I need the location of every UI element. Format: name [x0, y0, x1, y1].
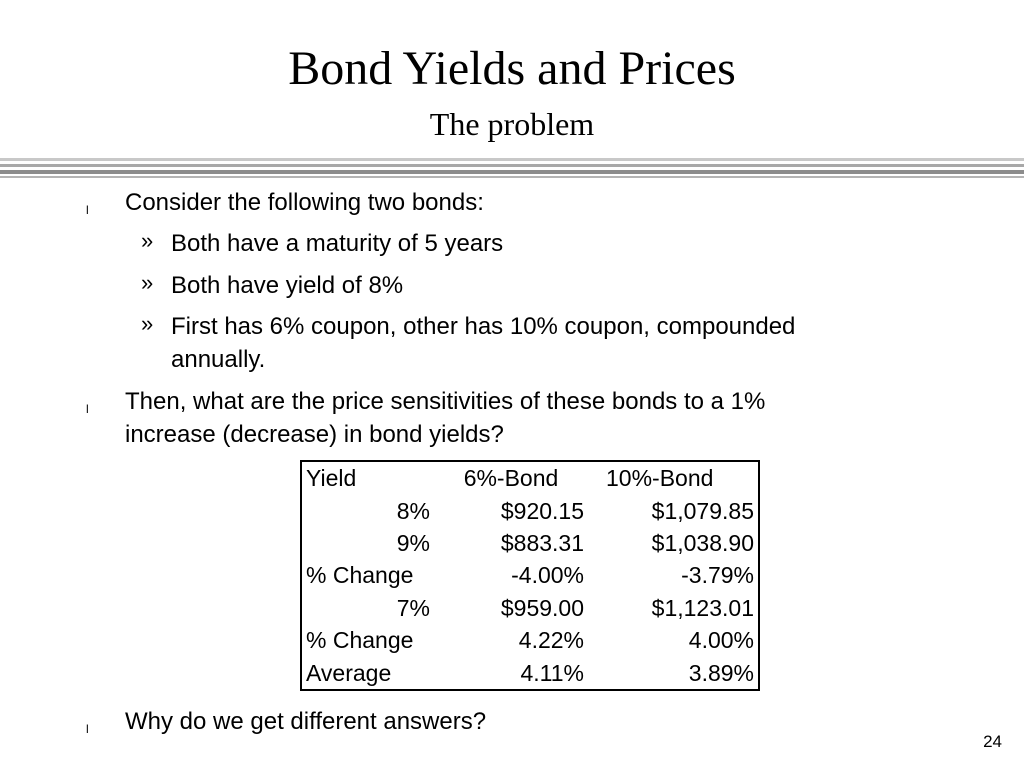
table-cell: 7%: [396, 594, 430, 621]
sub-bullet-item: Both have yield of 8%: [171, 272, 404, 299]
divider-line: [0, 170, 1024, 174]
table-row: [301, 656, 759, 689]
table-header-cell: 10%-Bond: [606, 465, 714, 492]
table-cell: $1,038.90: [651, 529, 754, 556]
table-row: [301, 494, 759, 526]
table-header-row: [301, 461, 759, 494]
table-header-cell: Yield: [306, 465, 357, 492]
table-cell: $920.15: [500, 497, 584, 524]
table-cell: -3.79%: [681, 562, 754, 589]
slide-title: Bond Yields and Prices: [288, 42, 736, 95]
bullet-marker: l: [86, 402, 89, 416]
table-header-cell: 6%-Bond: [463, 465, 559, 492]
divider-line: [0, 158, 1024, 161]
table-cell: Average: [306, 659, 392, 686]
sub-bullet-item: Both have a maturity of 5 years: [171, 230, 504, 257]
table-cell: 3.89%: [688, 659, 754, 686]
table-row: [301, 592, 759, 624]
sub-bullet-item: First has 6% coupon, other has 10% coupon, compounded: [171, 313, 796, 340]
bullet-marker: l: [86, 203, 89, 217]
table-cell: -4.00%: [511, 562, 584, 589]
table-cell: 8%: [396, 497, 430, 524]
table-cell: $959.00: [500, 594, 584, 621]
table-cell: $1,079.85: [651, 497, 754, 524]
slide-subtitle: The problem: [429, 106, 595, 142]
table-row: [301, 559, 759, 591]
sub-bullet-item-continued: annually.: [171, 346, 266, 373]
sub-bullet-marker: »: [141, 228, 154, 253]
table-cell: $883.31: [500, 529, 584, 556]
divider-line: [0, 176, 1024, 178]
table-row: [301, 624, 759, 656]
table-cell: 9%: [396, 529, 430, 556]
title-divider: [0, 158, 1024, 180]
sub-bullet-marker: »: [141, 270, 154, 295]
bullet-item: Then, what are the price sensitivities of these bonds to a 1%: [125, 388, 766, 415]
bond-price-table: [300, 460, 760, 691]
bullet-item: Consider the following two bonds:: [125, 189, 484, 216]
table-cell: 4.00%: [688, 627, 754, 654]
divider-line: [0, 164, 1024, 167]
table-cell: $1,123.01: [651, 594, 754, 621]
bullet-marker: l: [86, 722, 89, 736]
table-cell: 4.22%: [518, 627, 584, 654]
table-cell: 4.11%: [520, 659, 584, 686]
bullet-item-continued: increase (decrease) in bond yields?: [125, 421, 504, 448]
sub-bullet-marker: »: [141, 311, 154, 336]
table-cell: % Change: [306, 562, 414, 589]
page-number: 24: [983, 732, 1002, 751]
bullet-item: Why do we get different answers?: [125, 708, 487, 735]
table-cell: % Change: [306, 627, 414, 654]
table-row: [301, 527, 759, 559]
